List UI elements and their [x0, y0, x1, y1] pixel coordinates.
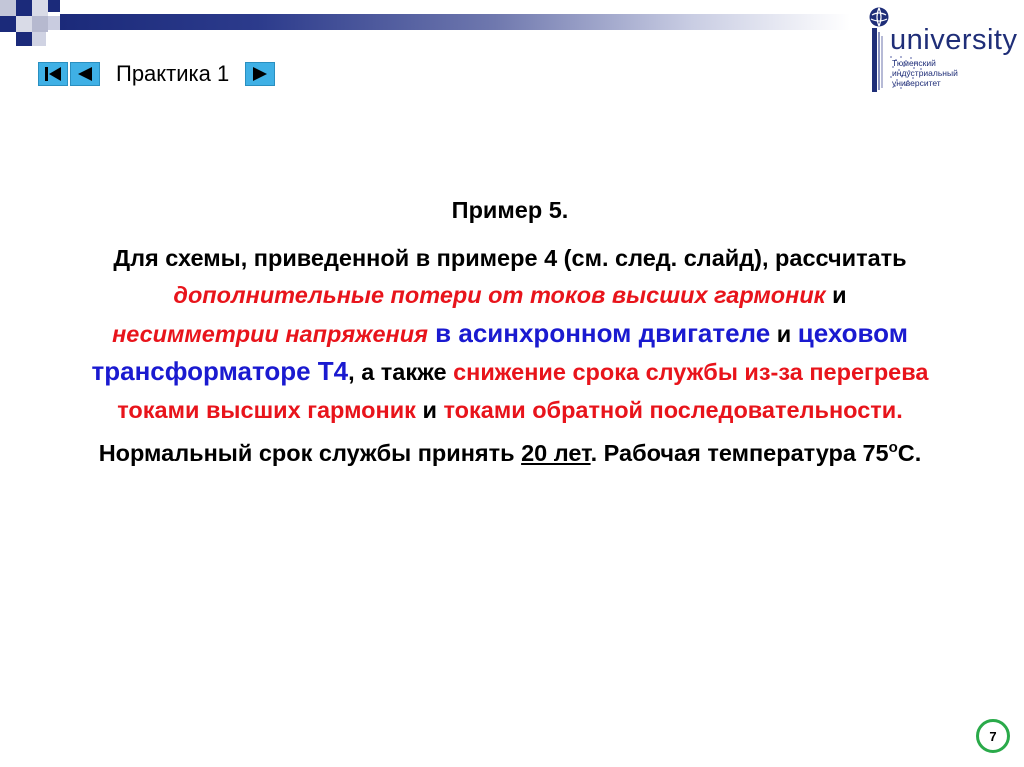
highlight-harmonic-losses: дополнительные потери от токов высших гармоник	[173, 282, 826, 308]
globe-icon	[868, 6, 890, 28]
logo-bars	[872, 28, 886, 92]
service-life-value: 20 лет	[521, 439, 591, 466]
nav-prev-icon	[75, 66, 95, 82]
logo-subtitle	[892, 58, 958, 88]
decorative-squares	[0, 0, 80, 60]
logo-wordmark: university	[890, 24, 1018, 56]
degree-sign: о	[888, 439, 898, 456]
task-text-part: Для схемы, приведенной в примере 4 (см. след. слайд), рассчитать	[113, 244, 907, 271]
nav-next-icon	[250, 66, 270, 82]
nav-first-icon	[43, 66, 63, 82]
header-bar	[60, 14, 850, 30]
prev-slide-button[interactable]	[70, 62, 100, 86]
task-text-part: и	[415, 396, 444, 423]
slide-navigation	[38, 60, 275, 88]
nav-title: Практика 1	[116, 61, 230, 86]
highlight-voltage-asymmetry: несимметрии напряжения	[112, 320, 428, 347]
task-text-part: , а также	[348, 359, 454, 385]
highlight-negative-sequence: токами обратной последовательности.	[443, 396, 903, 423]
task-text-part: . Рабочая температура 75	[590, 439, 889, 466]
highlight-transformer: цеховом трансформаторе Т4	[91, 317, 908, 386]
next-slide-button[interactable]	[245, 62, 275, 86]
highlight-motor: в асинхронном двигателе	[427, 317, 771, 348]
highlight-service-life: снижение срока службы из-за перегрева токами высших гармоник	[117, 359, 929, 423]
logo-sub-line: университет	[892, 78, 941, 88]
page-number-badge: 7	[976, 719, 1010, 753]
university-logo	[862, 4, 1022, 94]
logo-sub-line: Тюменский	[892, 58, 936, 68]
task-text-part: и	[825, 282, 847, 308]
task-text-part: Нормальный срок службы принять	[98, 439, 522, 466]
task-text-part: С.	[897, 439, 922, 466]
first-slide-button[interactable]	[38, 62, 68, 86]
slide-body	[90, 192, 930, 472]
logo-sub-line: индустриальный	[892, 68, 958, 78]
task-text-part: и	[770, 320, 798, 347]
example-heading: Пример 5.	[451, 197, 569, 223]
task-text	[90, 240, 930, 473]
